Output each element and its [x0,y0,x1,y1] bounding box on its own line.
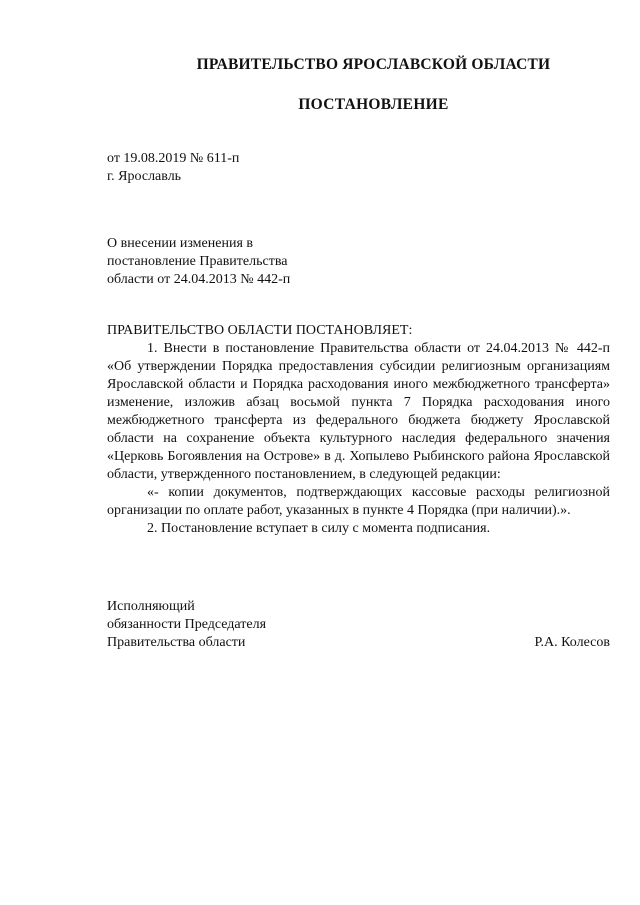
signer-position-line: Правительства области [107,635,246,650]
subject-line: постановление Правительства [107,254,288,269]
subject-line: области от 24.04.2013 № 442-п [107,272,291,287]
paragraph-2: 2. Постановление вступает в силу с момента подписания. [147,521,491,536]
document-body [107,322,610,538]
organization-title: ПРАВИТЕЛЬСТВО ЯРОСЛАВСКОЙ ОБЛАСТИ [196,56,551,73]
paragraph-1: 1. Внести в постановление Правительства области от 24.04.2013 № 442-п «Об утверждении Порядка предоставления субсидии религиозным организациям Ярославской области и Порядка расходования иного межбюджетного трансферта» изменение, изложив абзац восьмой пункта 7 Порядка расходования иного межбюджетного трансферта из федерального бюджета бюджету Ярославской области на сохранение объекта культурного наследия федерального значения «Церковь Богоявления на Острове» в д. Хопылево Рыбинского района Ярославской области, утвержденного постановлением, в следующей редакции: [107,341,610,482]
signer-position-line: обязанности Председателя [107,617,267,632]
document-meta [107,150,239,186]
document-type-title: ПОСТАНОВЛЕНИЕ [298,96,449,113]
document-subject [107,235,290,289]
subject-line: О внесении изменения в [107,236,253,251]
paragraph-quote: «- копии документов, подтверждающих кассовые расходы религиозной организации по оплате работ, указанных в пункте 4 Порядка (при наличии).». [107,485,610,518]
city: г. Ярославль [107,169,182,184]
signer-position-line: Исполняющий [107,599,195,614]
signer-name: Р.А. Колесов [534,635,610,650]
decree-statement: ПРАВИТЕЛЬСТВО ОБЛАСТИ ПОСТАНОВЛЯЕТ: [107,323,413,338]
signature-block [107,598,610,652]
date-number: от 19.08.2019 № 611-п [107,151,240,166]
